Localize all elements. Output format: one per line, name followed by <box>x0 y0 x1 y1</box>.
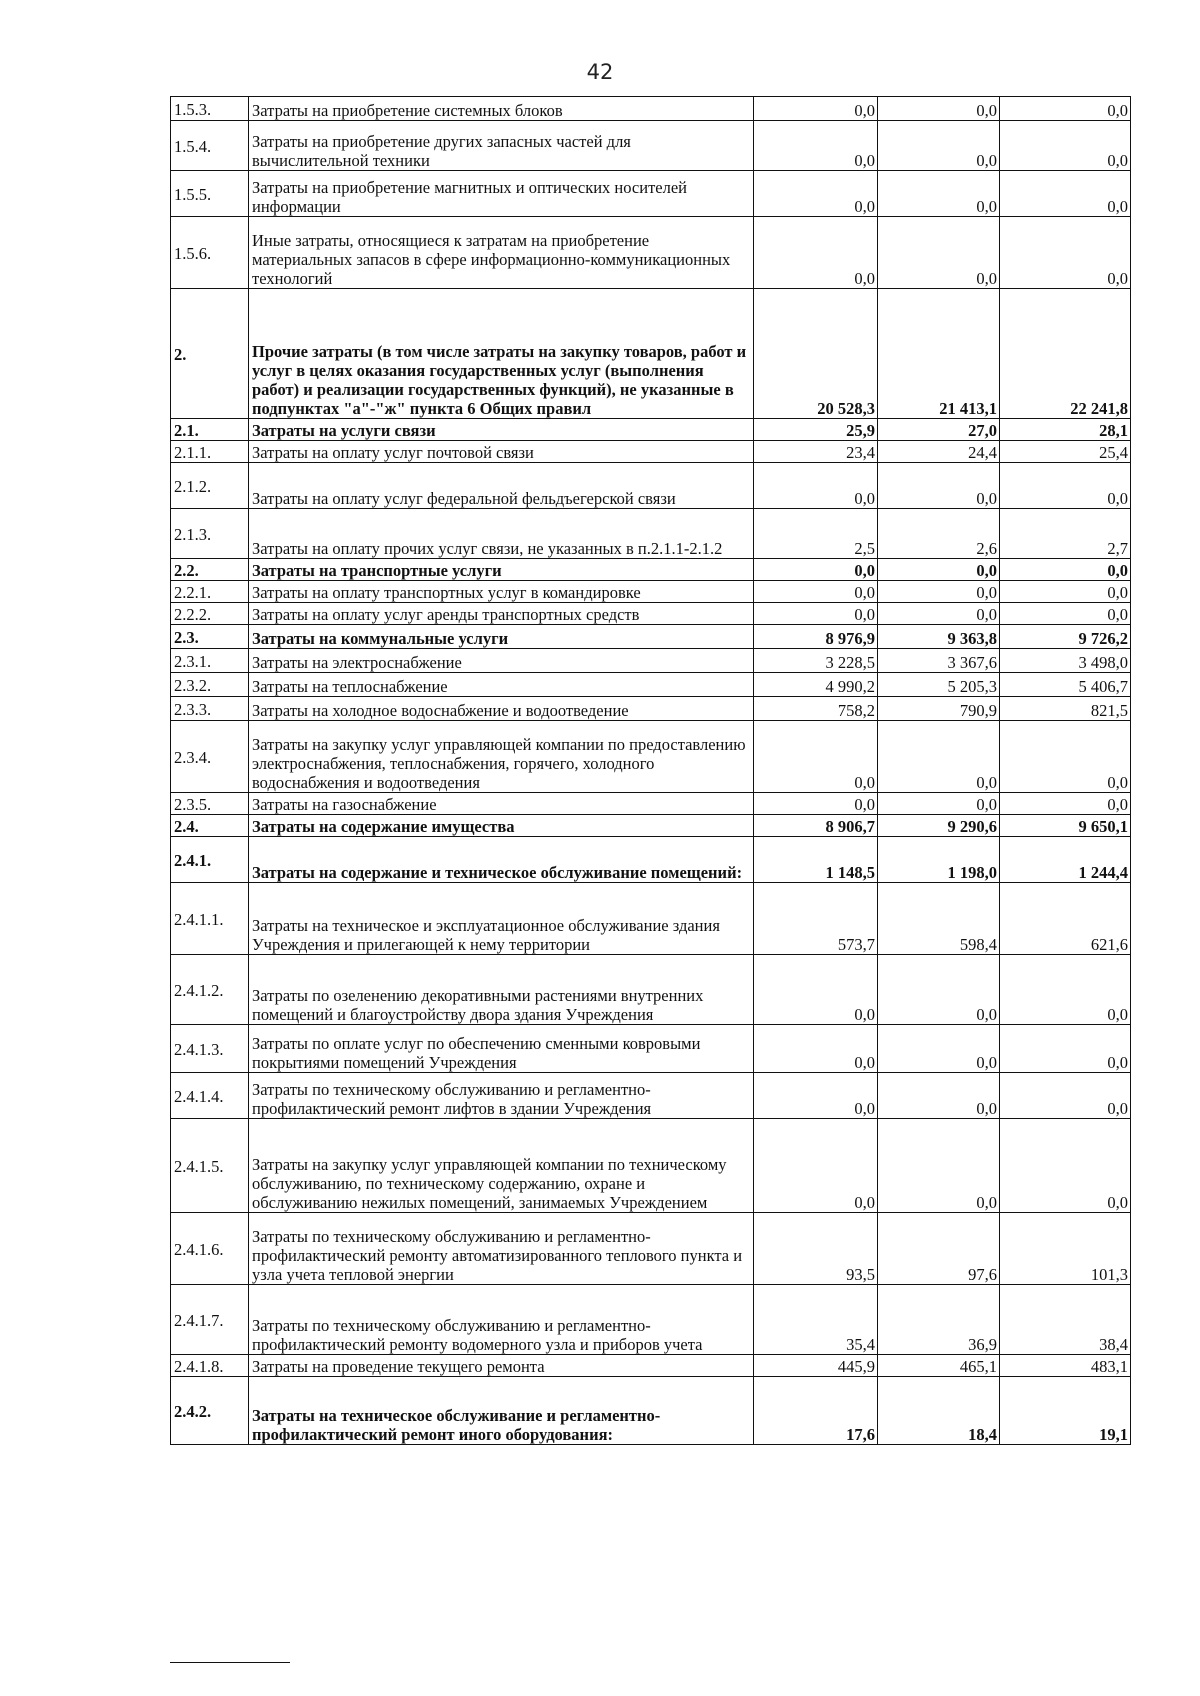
row-number-cell: 2.4.1.2. <box>171 955 249 1025</box>
value-year-2-cell: 36,9 <box>878 1285 1000 1355</box>
row-description-cell: Затраты на холодное водоснабжение и водоотведение <box>249 697 754 721</box>
value-year-1-cell: 2,5 <box>754 509 878 559</box>
row-description-cell: Затраты на оплату прочих услуг связи, не указанных в п.2.1.1-2.1.2 <box>249 509 754 559</box>
value-year-3-cell: 0,0 <box>1000 603 1131 625</box>
value-year-2-cell: 0,0 <box>878 559 1000 581</box>
table-row <box>171 1073 1131 1119</box>
value-year-3-cell: 38,4 <box>1000 1285 1131 1355</box>
row-number-cell: 1.5.4. <box>171 121 249 171</box>
value-year-1-cell: 758,2 <box>754 697 878 721</box>
table-row <box>171 1119 1131 1213</box>
table-row <box>171 217 1131 289</box>
row-number-cell: 2.4.1.4. <box>171 1073 249 1119</box>
table-row <box>171 1285 1131 1355</box>
value-year-1-cell: 445,9 <box>754 1355 878 1377</box>
row-description-cell: Прочие затраты (в том числе затраты на закупку товаров, работ и услуг в целях оказания государственных услуг (выполнения работ) и реализации государственных функций), не указанные в подпунктах "а"-"ж" пункта 6 Общих правил <box>249 289 754 419</box>
value-year-3-cell: 2,7 <box>1000 509 1131 559</box>
row-description-cell: Иные затраты, относящиеся к затратам на приобретение материальных запасов в сфере информационно-коммуникационных технологий <box>249 217 754 289</box>
row-description-cell: Затраты на оплату услуг почтовой связи <box>249 441 754 463</box>
value-year-2-cell: 0,0 <box>878 463 1000 509</box>
table-row <box>171 419 1131 441</box>
value-year-2-cell: 0,0 <box>878 217 1000 289</box>
table-row <box>171 883 1131 955</box>
value-year-3-cell: 0,0 <box>1000 1119 1131 1213</box>
value-year-3-cell: 0,0 <box>1000 793 1131 815</box>
table-row <box>171 171 1131 217</box>
row-number-cell: 1.5.5. <box>171 171 249 217</box>
row-number-cell: 2.3.4. <box>171 721 249 793</box>
row-number-cell: 2.4.2. <box>171 1377 249 1445</box>
expenses-table <box>170 96 1131 1445</box>
row-number-cell: 2.4.1.3. <box>171 1025 249 1073</box>
value-year-3-cell: 0,0 <box>1000 463 1131 509</box>
table-row <box>171 721 1131 793</box>
row-description-cell: Затраты на оплату услуг федеральной фельдъегерской связи <box>249 463 754 509</box>
value-year-1-cell: 0,0 <box>754 463 878 509</box>
value-year-3-cell: 821,5 <box>1000 697 1131 721</box>
value-year-1-cell: 0,0 <box>754 581 878 603</box>
row-description-cell: Затраты на оплату услуг аренды транспортных средств <box>249 603 754 625</box>
value-year-2-cell: 97,6 <box>878 1213 1000 1285</box>
row-number-cell: 2.4.1.5. <box>171 1119 249 1213</box>
table-row <box>171 1377 1131 1445</box>
value-year-3-cell: 0,0 <box>1000 1025 1131 1073</box>
row-number-cell: 2.2. <box>171 559 249 581</box>
row-number-cell: 1.5.6. <box>171 217 249 289</box>
row-description-cell: Затраты на закупку услуг управляющей компании по техническому обслуживанию, по техническому содержанию, охране и обслуживанию нежилых помещений, занимаемых Учреждением <box>249 1119 754 1213</box>
value-year-3-cell: 0,0 <box>1000 581 1131 603</box>
value-year-3-cell: 0,0 <box>1000 97 1131 121</box>
table-row <box>171 673 1131 697</box>
row-description-cell: Затраты на транспортные услуги <box>249 559 754 581</box>
value-year-2-cell: 3 367,6 <box>878 649 1000 673</box>
table-row <box>171 441 1131 463</box>
row-description-cell: Затраты на приобретение магнитных и оптических носителей информации <box>249 171 754 217</box>
table-row <box>171 289 1131 419</box>
table-row <box>171 463 1131 509</box>
value-year-3-cell: 3 498,0 <box>1000 649 1131 673</box>
value-year-2-cell: 9 363,8 <box>878 625 1000 649</box>
row-number-cell: 2.4.1.8. <box>171 1355 249 1377</box>
value-year-1-cell: 0,0 <box>754 955 878 1025</box>
value-year-2-cell: 0,0 <box>878 603 1000 625</box>
table-row <box>171 1355 1131 1377</box>
row-number-cell: 2.1. <box>171 419 249 441</box>
value-year-2-cell: 0,0 <box>878 171 1000 217</box>
value-year-3-cell: 483,1 <box>1000 1355 1131 1377</box>
value-year-3-cell: 25,4 <box>1000 441 1131 463</box>
value-year-2-cell: 465,1 <box>878 1355 1000 1377</box>
table-row <box>171 509 1131 559</box>
value-year-2-cell: 598,4 <box>878 883 1000 955</box>
row-number-cell: 2.4.1. <box>171 837 249 883</box>
row-description-cell: Затраты по озеленению декоративными растениями внутренних помещений и благоустройству двора здания Учреждения <box>249 955 754 1025</box>
value-year-1-cell: 0,0 <box>754 1119 878 1213</box>
row-number-cell: 2.2.1. <box>171 581 249 603</box>
value-year-2-cell: 0,0 <box>878 121 1000 171</box>
value-year-2-cell: 0,0 <box>878 1073 1000 1119</box>
value-year-3-cell: 0,0 <box>1000 955 1131 1025</box>
row-number-cell: 2.3. <box>171 625 249 649</box>
value-year-1-cell: 0,0 <box>754 721 878 793</box>
value-year-3-cell: 1 244,4 <box>1000 837 1131 883</box>
row-description-cell: Затраты на услуги связи <box>249 419 754 441</box>
row-number-cell: 2. <box>171 289 249 419</box>
value-year-2-cell: 1 198,0 <box>878 837 1000 883</box>
value-year-1-cell: 25,9 <box>754 419 878 441</box>
table-row <box>171 837 1131 883</box>
value-year-1-cell: 0,0 <box>754 559 878 581</box>
row-number-cell: 2.1.3. <box>171 509 249 559</box>
table-row <box>171 697 1131 721</box>
value-year-3-cell: 0,0 <box>1000 559 1131 581</box>
value-year-2-cell: 27,0 <box>878 419 1000 441</box>
value-year-3-cell: 0,0 <box>1000 121 1131 171</box>
row-description-cell: Затраты по техническому обслуживанию и регламентно-профилактический ремонту водомерного узла и приборов учета <box>249 1285 754 1355</box>
table-row <box>171 581 1131 603</box>
value-year-1-cell: 35,4 <box>754 1285 878 1355</box>
row-description-cell: Затраты по оплате услуг по обеспечению сменными ковровыми покрытиями помещений Учреждения <box>249 1025 754 1073</box>
row-description-cell: Затраты на техническое и эксплуатационное обслуживание здания Учреждения и прилегающей к нему территории <box>249 883 754 955</box>
value-year-2-cell: 0,0 <box>878 1119 1000 1213</box>
row-description-cell: Затраты на содержание имущества <box>249 815 754 837</box>
value-year-2-cell: 5 205,3 <box>878 673 1000 697</box>
value-year-2-cell: 790,9 <box>878 697 1000 721</box>
table-row <box>171 625 1131 649</box>
row-description-cell: Затраты на газоснабжение <box>249 793 754 815</box>
value-year-3-cell: 9 726,2 <box>1000 625 1131 649</box>
row-number-cell: 2.3.2. <box>171 673 249 697</box>
row-number-cell: 2.3.5. <box>171 793 249 815</box>
value-year-2-cell: 0,0 <box>878 1025 1000 1073</box>
row-description-cell: Затраты на проведение текущего ремонта <box>249 1355 754 1377</box>
footnote-separator <box>170 1662 290 1663</box>
value-year-3-cell: 22 241,8 <box>1000 289 1131 419</box>
table-row <box>171 121 1131 171</box>
table-row <box>171 559 1131 581</box>
value-year-3-cell: 28,1 <box>1000 419 1131 441</box>
value-year-1-cell: 0,0 <box>754 97 878 121</box>
value-year-2-cell: 0,0 <box>878 581 1000 603</box>
row-number-cell: 2.3.3. <box>171 697 249 721</box>
value-year-2-cell: 18,4 <box>878 1377 1000 1445</box>
value-year-1-cell: 0,0 <box>754 171 878 217</box>
row-description-cell: Затраты на оплату транспортных услуг в командировке <box>249 581 754 603</box>
value-year-2-cell: 24,4 <box>878 441 1000 463</box>
row-number-cell: 2.1.1. <box>171 441 249 463</box>
value-year-3-cell: 5 406,7 <box>1000 673 1131 697</box>
value-year-1-cell: 0,0 <box>754 1073 878 1119</box>
value-year-1-cell: 93,5 <box>754 1213 878 1285</box>
row-description-cell: Затраты на содержание и техническое обслуживание помещений: <box>249 837 754 883</box>
table-body <box>171 97 1131 1445</box>
row-number-cell: 2.2.2. <box>171 603 249 625</box>
table-row <box>171 1025 1131 1073</box>
value-year-1-cell: 23,4 <box>754 441 878 463</box>
row-number-cell: 2.3.1. <box>171 649 249 673</box>
value-year-2-cell: 0,0 <box>878 721 1000 793</box>
value-year-3-cell: 0,0 <box>1000 171 1131 217</box>
value-year-3-cell: 9 650,1 <box>1000 815 1131 837</box>
table-row <box>171 793 1131 815</box>
value-year-1-cell: 8 976,9 <box>754 625 878 649</box>
value-year-1-cell: 573,7 <box>754 883 878 955</box>
page-number: 42 <box>586 60 614 84</box>
row-description-cell: Затраты по техническому обслуживанию и регламентно-профилактический ремонту автоматизированного теплового пункта и узла учета тепловой энергии <box>249 1213 754 1285</box>
row-description-cell: Затраты на электроснабжение <box>249 649 754 673</box>
value-year-3-cell: 0,0 <box>1000 217 1131 289</box>
value-year-1-cell: 4 990,2 <box>754 673 878 697</box>
value-year-3-cell: 19,1 <box>1000 1377 1131 1445</box>
row-description-cell: Затраты на приобретение системных блоков <box>249 97 754 121</box>
table-row <box>171 1213 1131 1285</box>
value-year-1-cell: 0,0 <box>754 1025 878 1073</box>
row-description-cell: Затраты на техническое обслуживание и регламентно-профилактический ремонт иного оборудования: <box>249 1377 754 1445</box>
row-description-cell: Затраты по техническому обслуживанию и регламентно-профилактический ремонт лифтов в здании Учреждения <box>249 1073 754 1119</box>
value-year-1-cell: 20 528,3 <box>754 289 878 419</box>
table-row <box>171 815 1131 837</box>
value-year-1-cell: 8 906,7 <box>754 815 878 837</box>
value-year-1-cell: 1 148,5 <box>754 837 878 883</box>
row-description-cell: Затраты на теплоснабжение <box>249 673 754 697</box>
value-year-1-cell: 3 228,5 <box>754 649 878 673</box>
row-number-cell: 2.4. <box>171 815 249 837</box>
value-year-2-cell: 9 290,6 <box>878 815 1000 837</box>
value-year-2-cell: 2,6 <box>878 509 1000 559</box>
value-year-1-cell: 0,0 <box>754 121 878 171</box>
table-row <box>171 603 1131 625</box>
value-year-1-cell: 0,0 <box>754 217 878 289</box>
value-year-3-cell: 0,0 <box>1000 721 1131 793</box>
value-year-2-cell: 0,0 <box>878 97 1000 121</box>
row-number-cell: 1.5.3. <box>171 97 249 121</box>
row-number-cell: 2.4.1.6. <box>171 1213 249 1285</box>
table-row <box>171 649 1131 673</box>
row-description-cell: Затраты на коммунальные услуги <box>249 625 754 649</box>
value-year-2-cell: 0,0 <box>878 955 1000 1025</box>
table-row <box>171 955 1131 1025</box>
value-year-3-cell: 0,0 <box>1000 1073 1131 1119</box>
row-description-cell: Затраты на закупку услуг управляющей компании по предоставлению электроснабжения, теплоснабжения, горячего, холодного водоснабжения и водоотведения <box>249 721 754 793</box>
value-year-1-cell: 0,0 <box>754 793 878 815</box>
table-row <box>171 97 1131 121</box>
row-description-cell: Затраты на приобретение других запасных частей для вычислительной техники <box>249 121 754 171</box>
row-number-cell: 2.4.1.7. <box>171 1285 249 1355</box>
value-year-3-cell: 621,6 <box>1000 883 1131 955</box>
value-year-3-cell: 101,3 <box>1000 1213 1131 1285</box>
value-year-2-cell: 0,0 <box>878 793 1000 815</box>
value-year-2-cell: 21 413,1 <box>878 289 1000 419</box>
value-year-1-cell: 17,6 <box>754 1377 878 1445</box>
value-year-1-cell: 0,0 <box>754 603 878 625</box>
row-number-cell: 2.1.2. <box>171 463 249 509</box>
row-number-cell: 2.4.1.1. <box>171 883 249 955</box>
